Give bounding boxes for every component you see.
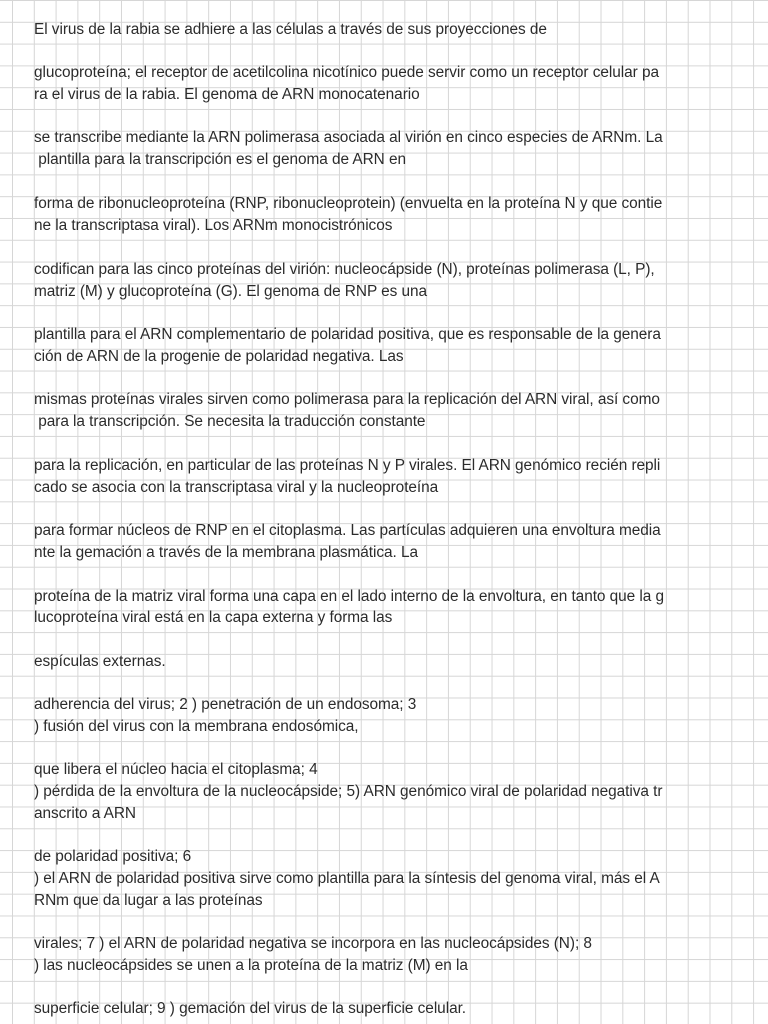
text-line: ) pérdida de la envoltura de la nucleocápside; 5) ARN genómico viral de polaridad negativa tr bbox=[34, 783, 663, 800]
text-line: ra el virus de la rabia. El genoma de ARN monocatenario bbox=[34, 86, 420, 103]
text-line: ) las nucleocápsides se unen a la proteína de la matriz (M) en la bbox=[34, 957, 468, 974]
text-line: anscrito a ARN bbox=[34, 805, 136, 822]
text-line: se transcribe mediante la ARN polimerasa asociada al virión en cinco especies de ARNm. La bbox=[34, 129, 663, 146]
text-line: ) fusión del virus con la membrana endosómica, bbox=[34, 718, 359, 735]
text-line: ne la transcriptasa viral). Los ARNm monocistrónicos bbox=[34, 217, 393, 234]
text-line: ) el ARN de polaridad positiva sirve como plantilla para la síntesis del genoma viral, más el A bbox=[34, 870, 660, 887]
text-line: adherencia del virus; 2 ) penetración de un endosoma; 3 bbox=[34, 696, 417, 713]
text-line: forma de ribonucleoproteína (RNP, ribonucleoprotein) (envuelta en la proteína N y que contie bbox=[34, 195, 663, 212]
text-line: espículas externas. bbox=[34, 653, 166, 670]
text-line: que libera el núcleo hacia el citoplasma; 4 bbox=[34, 761, 318, 778]
text-line: para la transcripción. Se necesita la traducción constante bbox=[34, 413, 426, 430]
text-line: superficie celular; 9 ) gemación del virus de la superficie celular. bbox=[34, 1000, 467, 1017]
text-line: cado se asocia con la transcriptasa viral y la nucleoproteína bbox=[34, 479, 439, 496]
text-line: El virus de la rabia se adhiere a las células a través de sus proyecciones de bbox=[34, 21, 547, 38]
text-line: mismas proteínas virales sirven como polimerasa para la replicación del ARN viral, así como bbox=[34, 391, 660, 408]
text-line: codifican para las cinco proteínas del virión: nucleocápside (N), proteínas polimerasa (L, P), bbox=[34, 261, 655, 278]
text-line: plantilla para la transcripción es el genoma de ARN en bbox=[34, 151, 406, 168]
text-line: proteína de la matriz viral forma una capa en el lado interno de la envoltura, en tanto que la g bbox=[34, 588, 665, 605]
text-line: de polaridad positiva; 6 bbox=[34, 848, 192, 865]
text-line: matriz (M) y glucoproteína (G). El genoma de RNP es una bbox=[34, 283, 428, 300]
text-line: nte la gemación a través de la membrana plasmática. La bbox=[34, 544, 418, 561]
text-line: RNm que da lugar a las proteínas bbox=[34, 892, 263, 909]
text-line: para formar núcleos de RNP en el citoplasma. Las partículas adquieren una envoltura media bbox=[34, 522, 661, 539]
text-line: virales; 7 ) el ARN de polaridad negativa se incorpora en las nucleocápsides (N); 8 bbox=[34, 935, 592, 952]
text-line: ción de ARN de la progenie de polaridad negativa. Las bbox=[34, 348, 404, 365]
text-line: para la replicación, en particular de las proteínas N y P virales. El ARN genómico recién repli bbox=[34, 457, 661, 474]
text-line: lucoproteína viral está en la capa externa y forma las bbox=[34, 609, 393, 626]
text-line: plantilla para el ARN complementario de polaridad positiva, que es responsable de la genera bbox=[34, 326, 661, 343]
text-line: glucoproteína; el receptor de acetilcolina nicotínico puede servir como un receptor celular pa bbox=[34, 64, 659, 81]
